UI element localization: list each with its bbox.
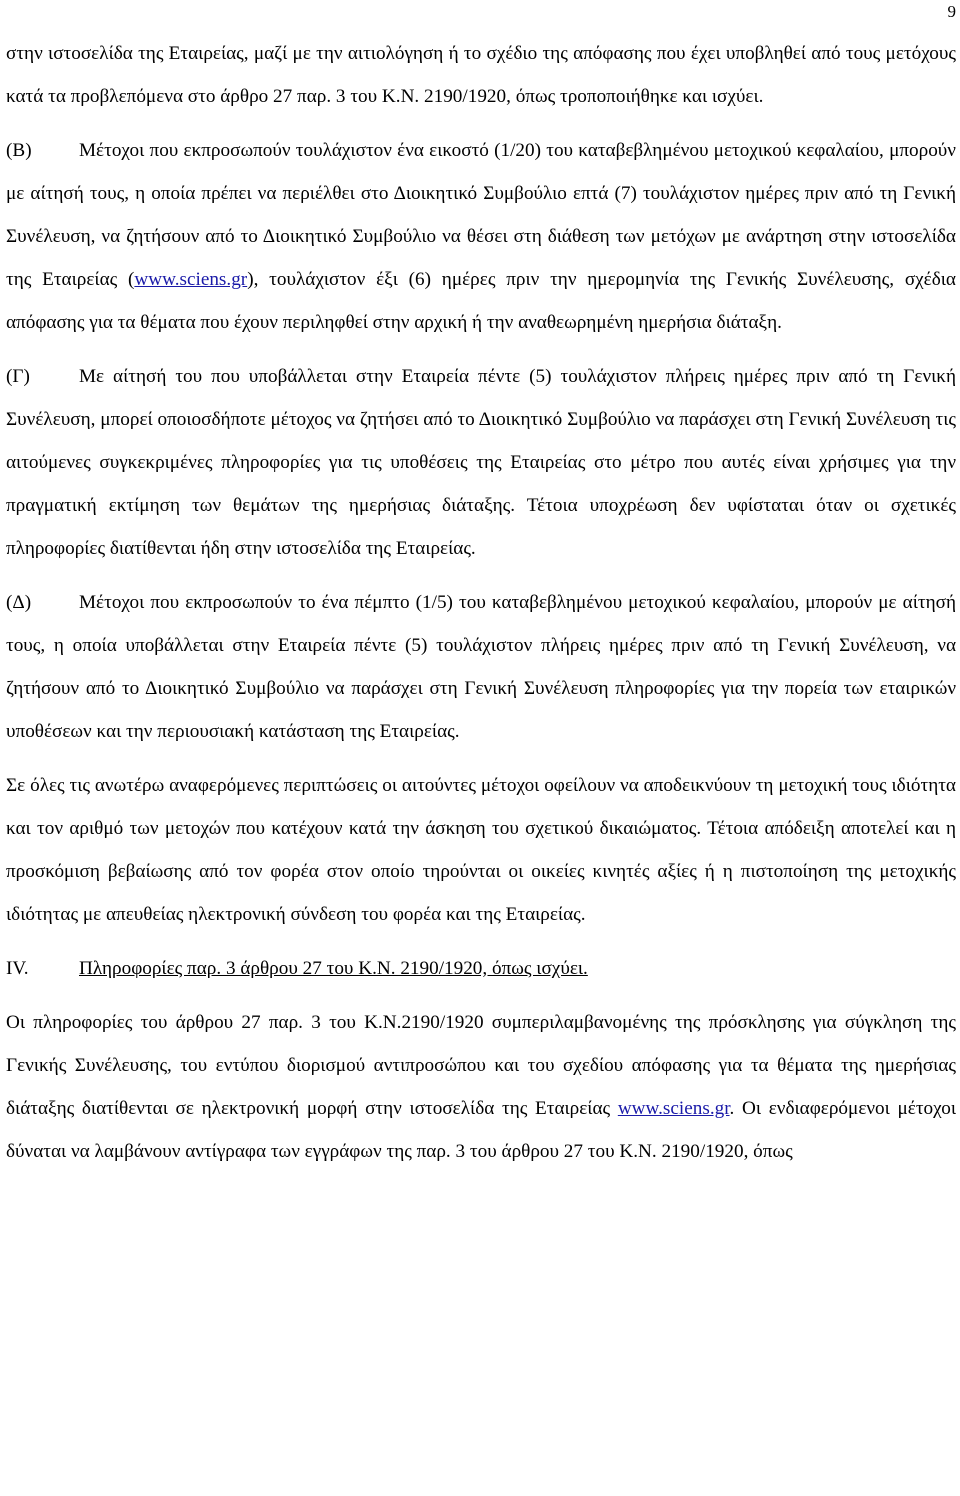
section-b-paragraph bbox=[6, 129, 956, 344]
section-b-label: (Β) bbox=[6, 140, 32, 161]
section-d-text: Μέτοχοι που εκπροσωπούν το ένα πέμπτο (1/5) του καταβεβλημένου μετοχικού κεφαλαίου, μπορούν με αίτησή τους, η οποία υποβάλλεται στην Εταιρεία πέντε (5) τουλάχιστον πλήρεις ημέρες πριν από τη Γενική Συνέλευση, να ζητήσουν από το Διοικητικό Συμβούλιο να παράσχει στη Γενική Συνέλευση πληροφορίες για την πορεία των εταιρικών υποθέσεων και την περιουσιακή κατάσταση της Εταιρείας. bbox=[6, 592, 956, 742]
section-iv-heading bbox=[6, 947, 956, 990]
section-b-text: Μέτοχοι που εκπροσωπούν τουλάχιστον ένα εικοστό (1/20) του καταβεβλημένου μετοχικού κεφαλαίου, μπορούν με αίτησή τους, η οποία πρέπει να περιέλθει στο Διοικητικό Συμβούλιο επτά (7) τουλάχιστον ημέρες πριν από τη Γενική Συνέλευση, να ζητήσουν από το Διοικητικό Συμβούλιο να θέσει στη διάθεση των μετόχων με ανάρτηση στην ιστοσελίδα της Εταιρείας ( bbox=[6, 140, 956, 290]
section-iv-text-end: . Οι ενδιαφερόμενοι μέτοχοι δύναται να λαμβάνουν αντίγραφα των εγγράφων της παρ. 3 του άρθρου 27 του Κ.Ν. 2190/1920, όπως bbox=[6, 1098, 956, 1162]
intro-paragraph bbox=[6, 32, 956, 118]
section-b-text-end: ), τουλάχιστον έξι (6) ημέρες πριν την ημερομηνία της Γενικής Συνέλευσης, σχέδια απόφασης για τα θέματα που έχουν περιληφθεί στην αρχική ή την αναθεωρημένη ημερήσια διάταξη. bbox=[6, 269, 956, 333]
section-c-text: Με αίτησή του που υποβάλλεται στην Εταιρεία πέντε (5) τουλάχιστον πλήρεις ημέρες πριν από τη Γενική Συνέλευση, μπορεί οποιοσδήποτε μέτοχος να ζητήσει από το Διοικητικό Συμβούλιο να παράσχει στη Γενική Συνέλευση τις αιτούμενες συγκεκριμένες πληροφορίες για τις υποθέσεις της Εταιρείας στο μέτρο που αυτές είναι χρήσιμες για την πραγματική εκτίμηση των θεμάτων της ημερήσιας διάταξης. Τέτοια υποχρέωση δεν υφίσταται όταν οι σχετικές πληροφορίες διατίθενται ήδη στην ιστοσελίδα της Εταιρείας. bbox=[6, 366, 956, 559]
section-iv-title: Πληροφορίες παρ. 3 άρθρου 27 του Κ.Ν. 2190/1920, όπως ισχύει. bbox=[79, 958, 588, 979]
section-iv-number: IV. bbox=[6, 958, 29, 979]
intro-text: στην ιστοσελίδα της Εταιρείας, μαζί με την αιτιολόγηση ή το σχέδιο της απόφασης που έχει υποβληθεί από τους μετόχους κατά τα προβλεπόμενα στο άρθρο 27 παρ. 3 του Κ.Ν. 2190/1920, όπως τροποποιήθηκε και ισχύει. bbox=[6, 43, 956, 107]
general-paragraph bbox=[6, 764, 956, 936]
sciens-website-link-2[interactable]: www.sciens.gr bbox=[617, 1098, 730, 1119]
general-text: Σε όλες τις ανωτέρω αναφερόμενες περιπτώσεις οι αιτούντες μέτοχοι οφείλουν να αποδεικνύουν τη μετοχική τους ιδιότητα και τον αριθμό των μετοχών που κατέχουν κατά την άσκηση του σχετικού δικαιώματος. Τέτοια απόδειξη αποτελεί και η προσκόμιση βεβαίωσης από τον φορέα στον οποίο τηρούνται οι οικείες κινητές αξίες ή η πιστοποίηση της μετοχικής ιδιότητας με απευθείας ηλεκτρονική σύνδεση του φορέα και της Εταιρείας. bbox=[6, 775, 956, 925]
section-iv-text: Οι πληροφορίες του άρθρου 27 παρ. 3 του Κ.Ν.2190/1920 συμπεριλαμβανομένης της πρόσκλησης για σύγκληση της Γενικής Συνέλευσης, του εντύπου διορισμού αντιπροσώπου και του σχεδίου απόφασης για τα θέματα της ημερήσιας διάταξης διατίθενται σε ηλεκτρονική μορφή στην ιστοσελίδα της Εταιρείας bbox=[6, 1012, 956, 1119]
section-c-paragraph bbox=[6, 355, 956, 570]
section-d-label: (Δ) bbox=[6, 592, 32, 613]
page-number: 9 bbox=[947, 2, 956, 21]
section-iv-paragraph bbox=[6, 1001, 956, 1173]
section-d-paragraph bbox=[6, 581, 956, 753]
section-c-label: (Γ) bbox=[6, 366, 30, 387]
sciens-website-link[interactable]: www.sciens.gr bbox=[134, 269, 248, 290]
